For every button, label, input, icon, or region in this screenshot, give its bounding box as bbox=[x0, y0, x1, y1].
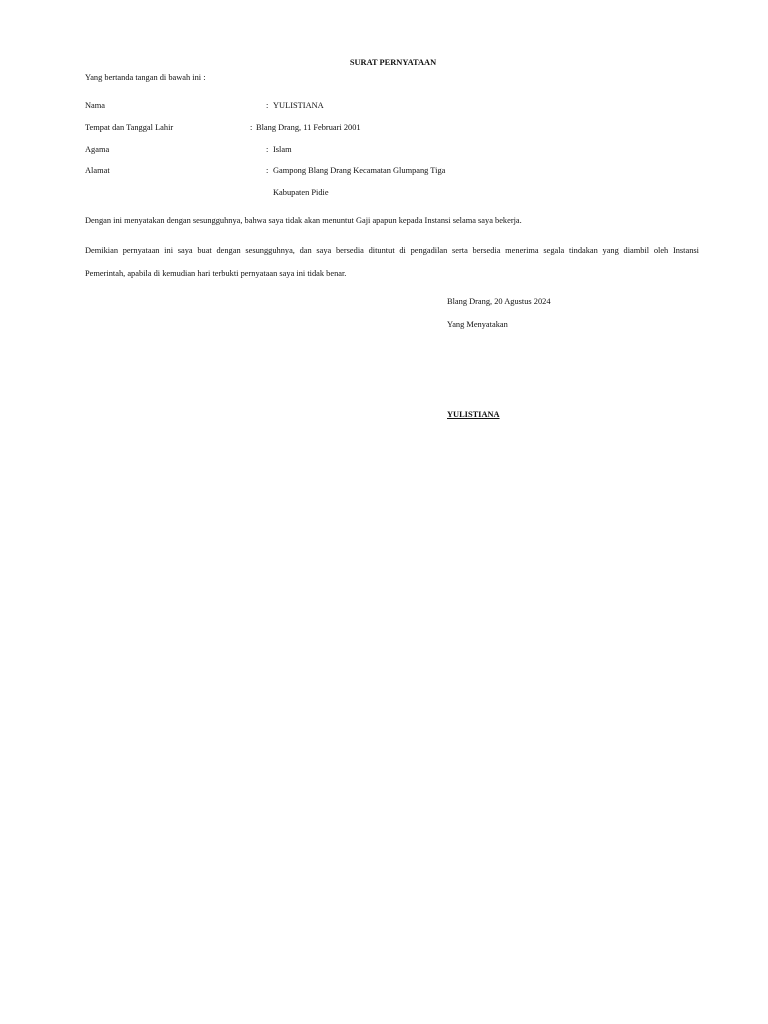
field-colon-nama: : bbox=[266, 101, 269, 110]
field-label-alamat: Alamat bbox=[85, 166, 110, 175]
field-colon-alamat: : bbox=[266, 166, 269, 175]
field-colon-ttl: : bbox=[250, 123, 253, 132]
field-value-ttl: Blang Drang, 11 Februari 2001 bbox=[256, 123, 361, 132]
field-colon-agama: : bbox=[266, 145, 269, 154]
field-value-alamat-line1: Gampong Blang Drang Kecamatan Glumpang Tiga bbox=[273, 166, 446, 175]
field-label-nama: Nama bbox=[85, 101, 105, 110]
signature-name: YULISTIANA bbox=[447, 410, 500, 419]
signature-role: Yang Menyatakan bbox=[447, 320, 508, 329]
intro-text: Yang bertanda tangan di bawah ini : bbox=[85, 73, 206, 82]
field-value-alamat-line2: Kabupaten Pidie bbox=[273, 188, 329, 197]
field-label-ttl: Tempat dan Tanggal Lahir bbox=[85, 123, 174, 132]
closing-paragraph-line2: Pemerintah, apabila di kemudian hari terbukti pernyataan saya ini tidak benar. bbox=[85, 269, 347, 278]
closing-paragraph-line1: Demikian pernyataan ini saya buat dengan sesungguhnya, dan saya bersedia dituntut di pengadilan serta bersedia menerima segala tindakan yang diambil oleh Instansi bbox=[85, 246, 699, 255]
statement-paragraph: Dengan ini menyatakan dengan sesungguhnya, bahwa saya tidak akan menuntut Gaji apapun kepada Instansi selama saya bekerja. bbox=[85, 216, 522, 225]
field-label-agama: Agama bbox=[85, 145, 110, 154]
signature-place-date: Blang Drang, 20 Agustus 2024 bbox=[447, 297, 551, 306]
field-value-nama: YULISTIANA bbox=[273, 101, 324, 110]
field-value-agama: Islam bbox=[273, 145, 292, 154]
document-title: SURAT PERNYATAAN bbox=[349, 58, 437, 67]
